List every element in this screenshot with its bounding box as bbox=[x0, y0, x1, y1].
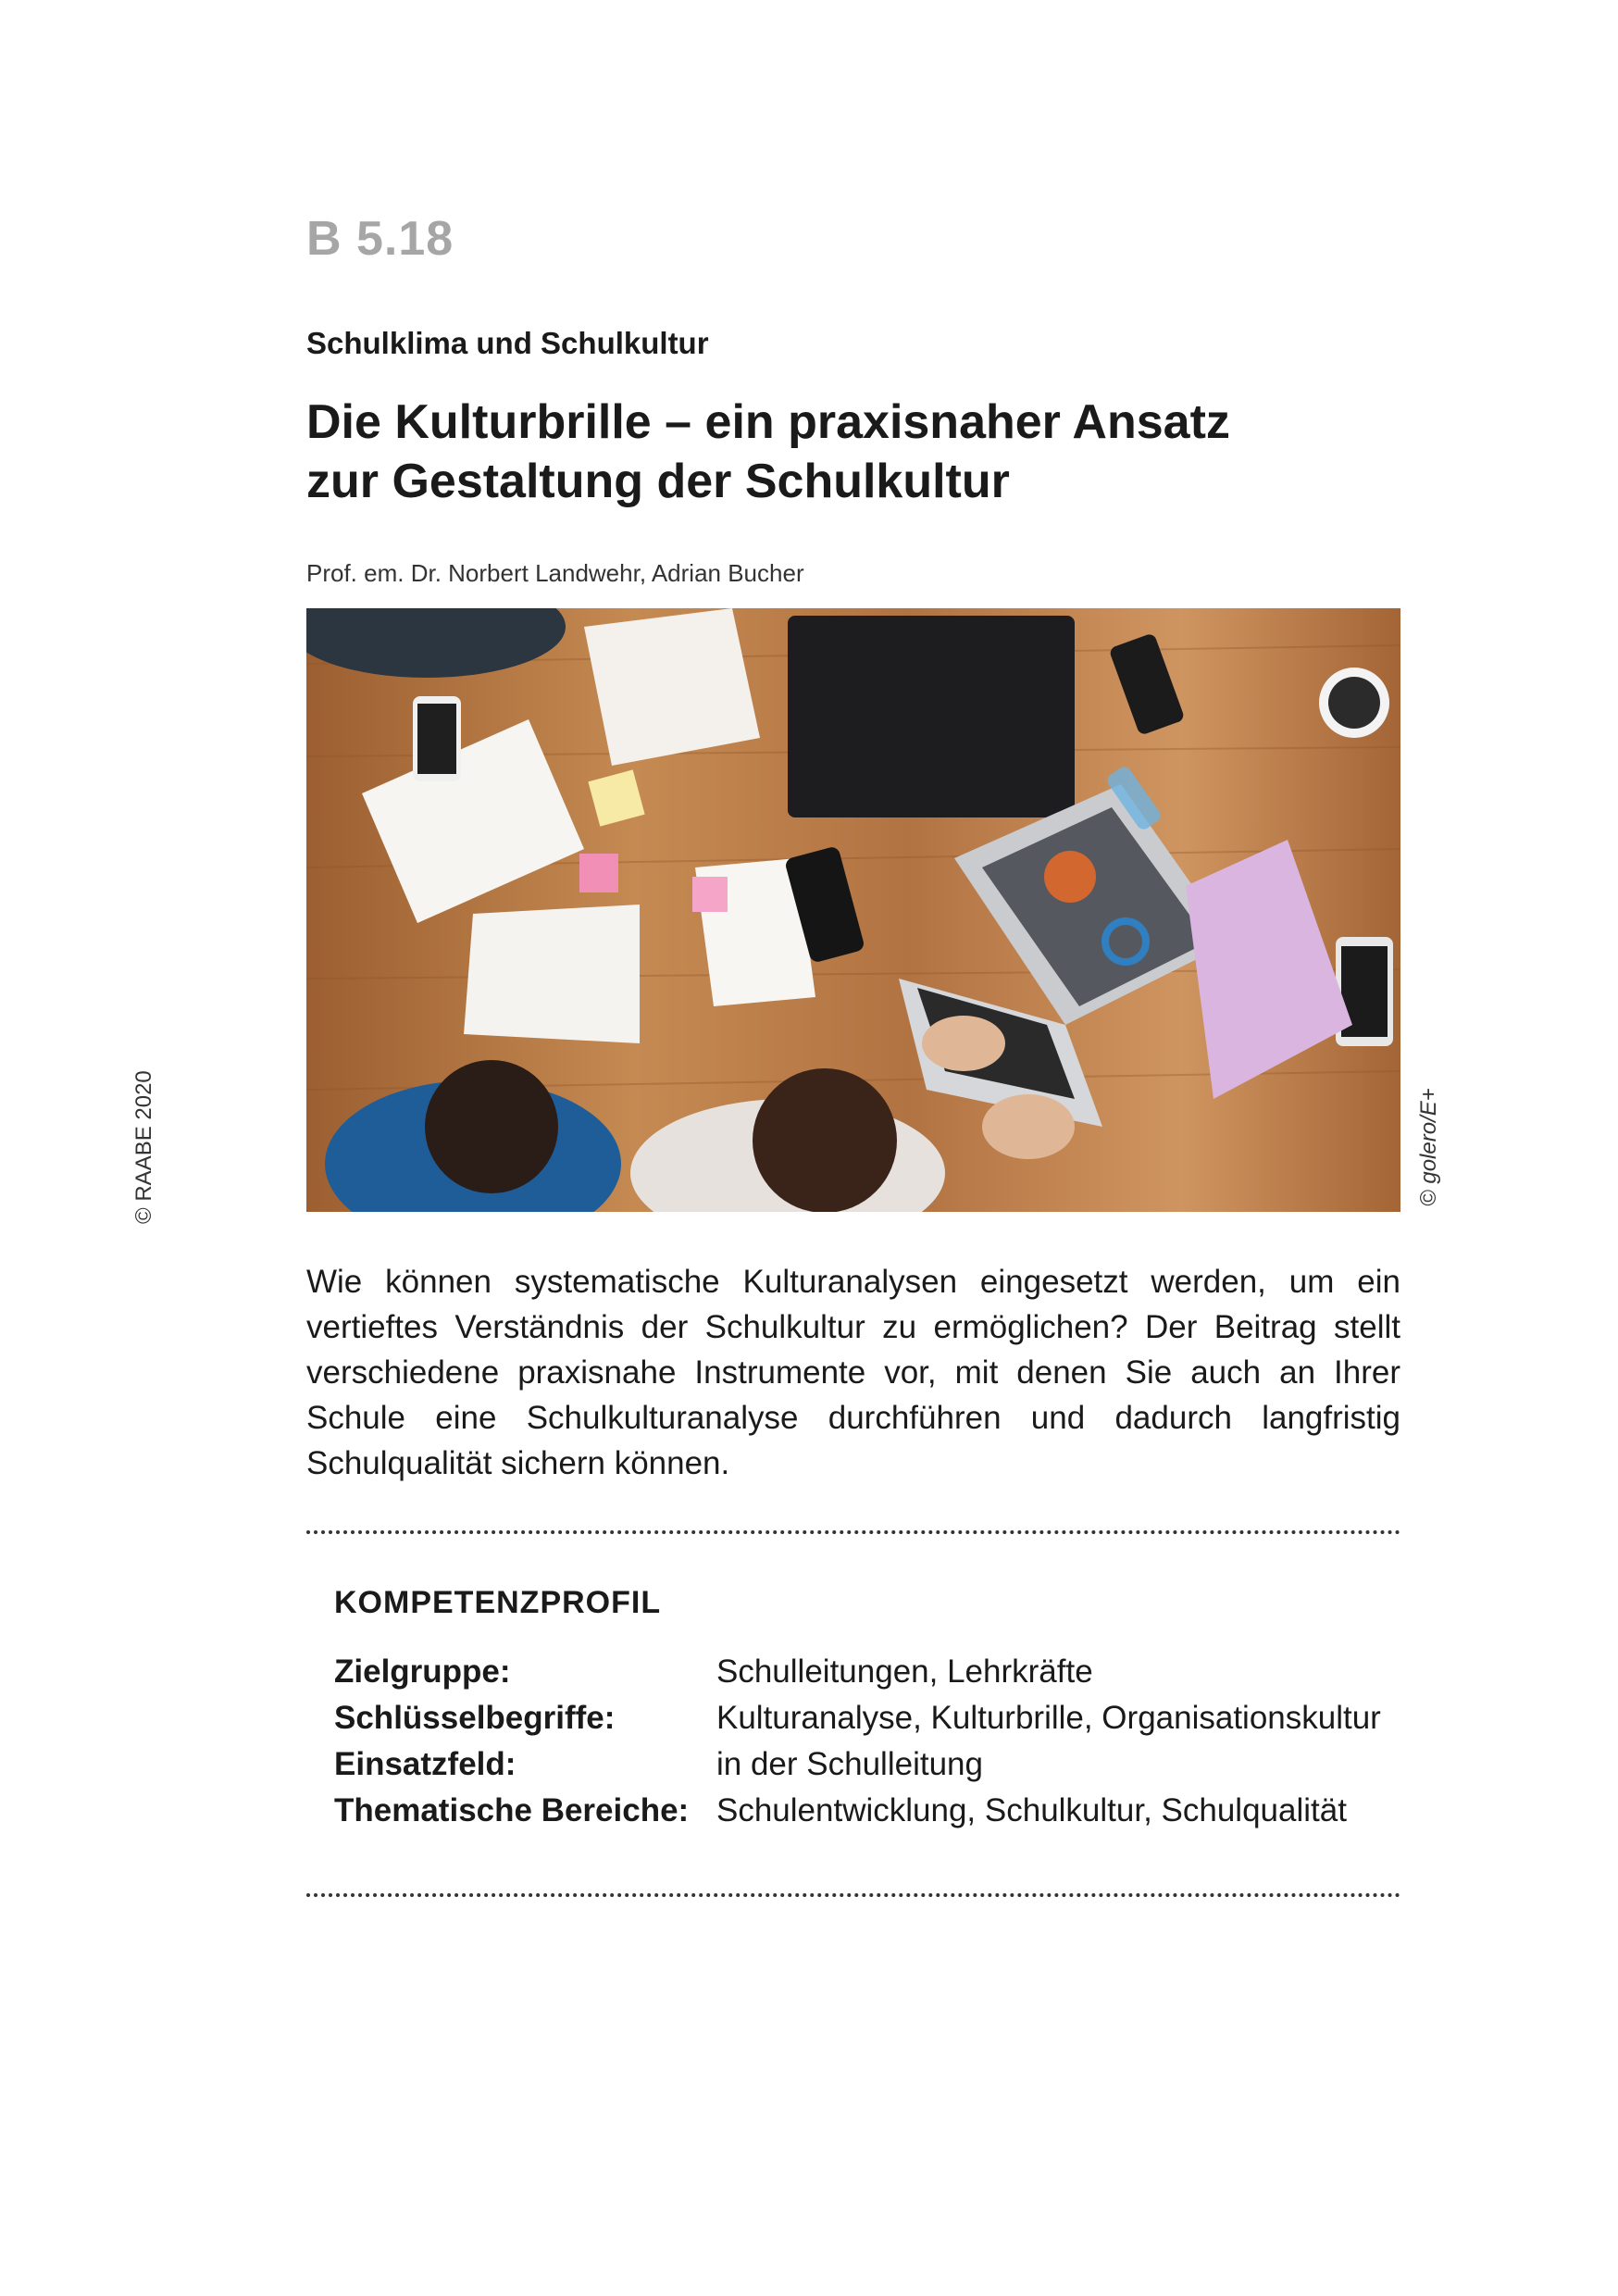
profile-label: Zielgruppe: bbox=[334, 1653, 511, 1690]
photo-credit: © golero/E+ bbox=[1416, 1088, 1441, 1206]
article-code: B 5.18 bbox=[306, 212, 454, 266]
article-title-line-1: Die Kulturbrille – ein praxisnaher Ansatz bbox=[306, 395, 1230, 449]
article-title-line-2: zur Gestaltung der Schulkultur bbox=[306, 455, 1010, 508]
profile-label: Einsatzfeld: bbox=[334, 1746, 517, 1782]
profile-label: Schlüsselbegriffe: bbox=[334, 1700, 616, 1736]
profile-value: in der Schulleitung bbox=[716, 1746, 983, 1782]
section-title: Schulklima und Schulkultur bbox=[306, 326, 709, 360]
profile-value: Schulleitungen, Lehrkräfte bbox=[716, 1653, 1093, 1690]
copyright-notice: © RAABE 2020 bbox=[131, 1070, 156, 1224]
profile-label: Thematische Bereiche: bbox=[334, 1792, 690, 1828]
profile-value: Kulturanalyse, Kulturbrille, Organisationskultur bbox=[716, 1700, 1381, 1736]
article-title bbox=[306, 393, 1417, 511]
profile-value: Schulentwicklung, Schulkultur, Schulqualität bbox=[716, 1792, 1347, 1828]
dotted-divider-top bbox=[306, 1530, 1400, 1534]
intro-paragraph: Wie können systematische Kulturanalysen eingesetzt werden, um ein vertieftes Verständnis der Schulkultur zu ermöglichen? Der Beitrag stellt verschiedene praxisnahe Instrumente vor, mit denen Sie auch an Ihrer Schule eine Schulkulturanalyse durchführen und dadurch langfristig Schulqualität sichern können. bbox=[306, 1264, 1400, 1481]
authors: Prof. em. Dr. Norbert Landwehr, Adrian Bucher bbox=[306, 559, 804, 587]
profile-title: KOMPETENZPROFIL bbox=[334, 1585, 662, 1620]
cover-photo bbox=[306, 608, 1400, 1212]
dotted-divider-bottom bbox=[306, 1893, 1400, 1897]
